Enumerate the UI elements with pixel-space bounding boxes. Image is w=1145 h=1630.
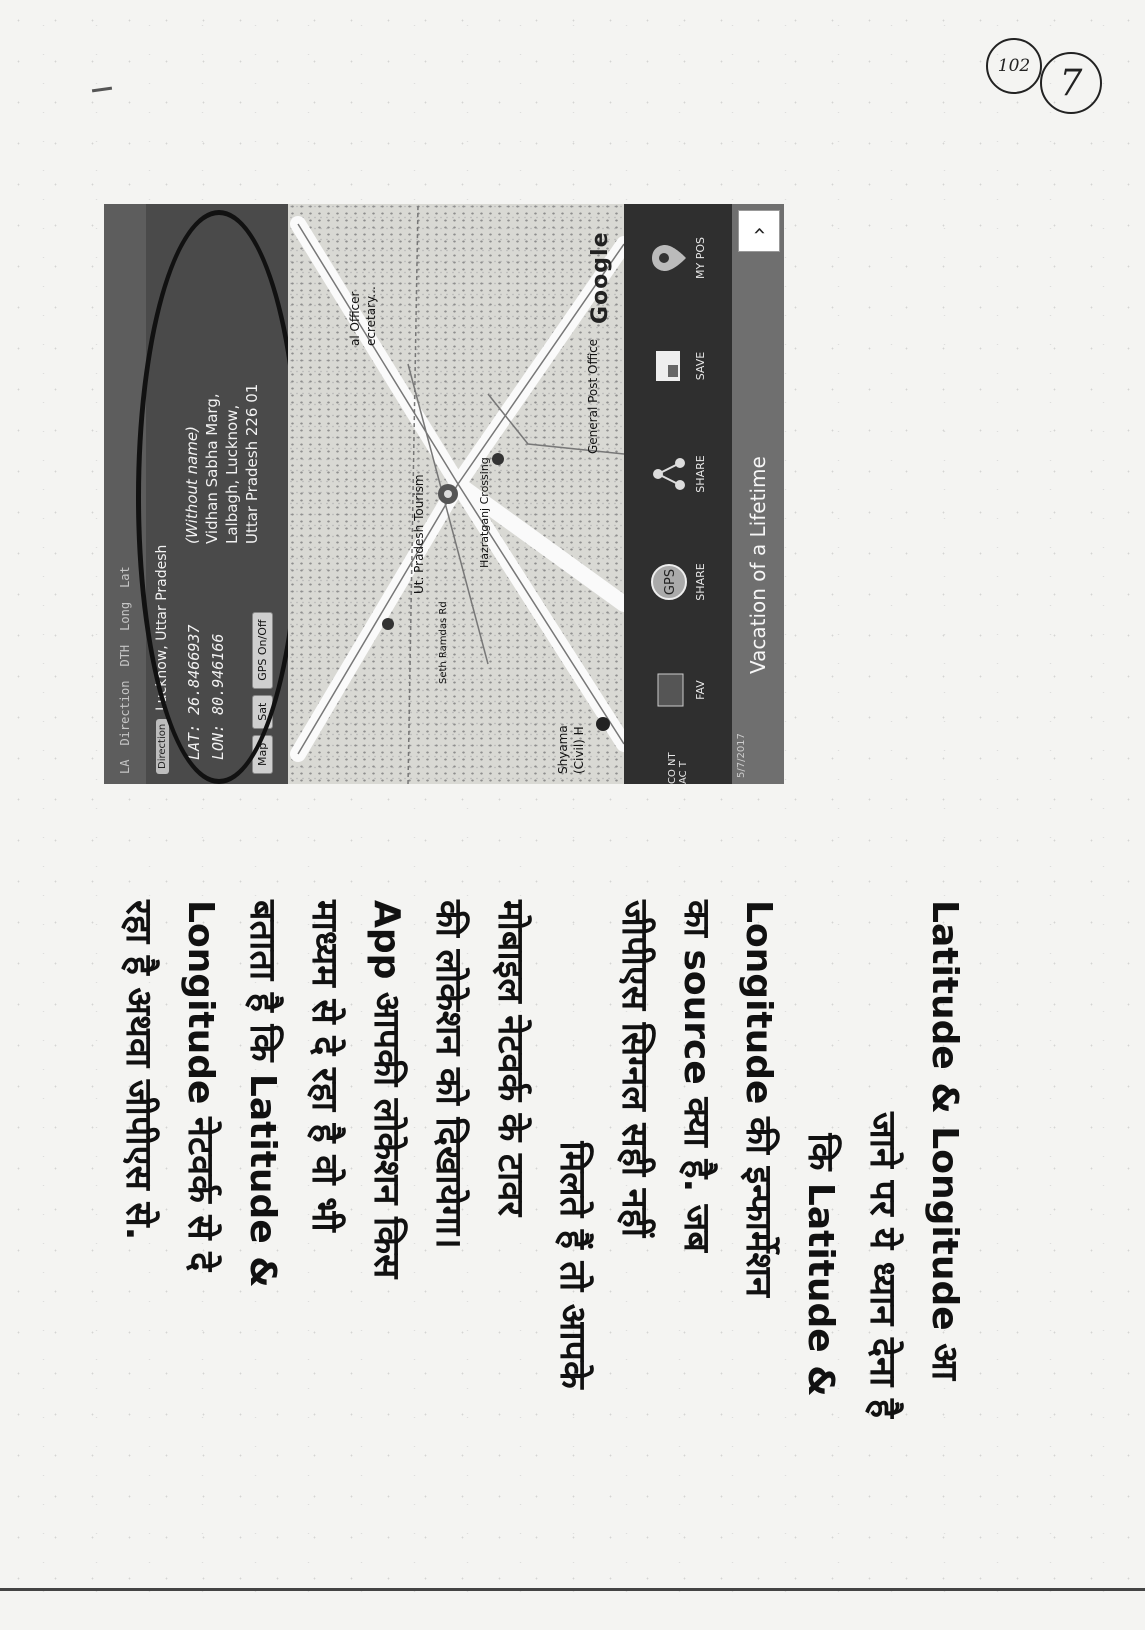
longitude-value: LON: 80.946166 <box>209 633 227 760</box>
fav-label: FAV <box>693 680 707 700</box>
hand-drawn-ellipse <box>136 210 302 784</box>
bottom-toolbar <box>624 204 732 784</box>
my-pos-label: MY POS <box>693 237 707 279</box>
page-number-first: 102 <box>997 56 1031 76</box>
topbar-item: Lat <box>118 566 132 588</box>
text-line: जाने पर ये ध्यान देना है <box>862 1112 903 1418</box>
save-button[interactable] <box>624 312 732 420</box>
gps-toggle-button[interactable]: GPS On/Off <box>252 612 273 689</box>
text-line: बताता है कि Latitude & <box>242 900 283 1288</box>
topbar-item: Direction <box>118 680 132 746</box>
sat-button[interactable]: Sat <box>252 695 273 729</box>
save-icon <box>650 347 688 385</box>
page-number-second: 7 <box>1059 62 1083 104</box>
share-label: SHARE <box>693 563 707 601</box>
map-label: Seth Ramdas Rd <box>438 601 449 684</box>
text-line: रहा है अथवा जीपीएस से. <box>118 900 159 1241</box>
page-number-circle <box>986 38 1042 94</box>
ad-banner[interactable] <box>732 204 784 784</box>
text-line: App आपकी लोकेशन किस <box>366 900 407 1279</box>
gps-icon-label: GPS <box>662 568 678 596</box>
text-line: Latitude & Longitude आ <box>924 900 965 1381</box>
text-line: माध्यम से दे रहा है वो भी <box>304 900 345 1232</box>
contact-button[interactable] <box>624 744 732 784</box>
google-logo: Google <box>588 231 613 324</box>
address-name: (Without name) <box>183 426 201 544</box>
address-line: Uttar Pradesh 226 01 <box>243 383 261 544</box>
hindi-note <box>95 900 975 1630</box>
topbar-item: LA <box>118 759 132 774</box>
map-label: (Civil) H <box>572 726 586 774</box>
map-pin-icon <box>650 239 688 277</box>
phone-screenshot <box>104 204 784 784</box>
page-number-circle-2 <box>1040 52 1102 114</box>
map-label: Ut. Pradesh Tourism <box>412 474 426 594</box>
folder-icon <box>650 671 688 709</box>
place-name: Lucknow, Uttar Pradesh <box>154 544 170 711</box>
map-label: General Post Office <box>586 338 600 454</box>
road-lines <box>288 204 624 784</box>
map-view[interactable] <box>288 204 624 784</box>
address-line: Lalbagh, Lucknow, <box>223 404 241 544</box>
chevron-right-icon[interactable]: › <box>738 210 780 252</box>
text-line: जीपीएस सिग्नल सही नहीं <box>614 900 655 1238</box>
address-line: Vidhan Sabha Marg, <box>203 393 221 544</box>
text-line: Longitude नेटवर्क से दे <box>180 900 221 1272</box>
save-label: SAVE <box>693 351 707 381</box>
map-button[interactable]: Map <box>252 735 273 774</box>
text-line: Longitude की इन्फार्मेशन <box>738 900 779 1297</box>
map-label: Shyama <box>556 725 570 774</box>
gps-icon <box>650 563 688 601</box>
banner-title: Vacation of a Lifetime <box>746 456 770 674</box>
text-line: मोबाइल नेटवर्क के टावर <box>490 900 531 1217</box>
direction-chip[interactable]: Direction <box>156 719 169 774</box>
contact-label: CO NT AC T <box>667 752 689 784</box>
share-icon <box>650 455 688 493</box>
text-line: कि Latitude & <box>800 1133 841 1397</box>
topbar-item: DTH <box>118 644 132 667</box>
topbar-item: Long <box>118 601 132 631</box>
text-line: मिलते हैं तो आपके <box>552 1141 593 1389</box>
map-label: al Officer <box>348 291 362 346</box>
bottom-rule <box>0 1588 1145 1591</box>
share-label: SHARE <box>693 455 707 493</box>
latitude-value: LAT: 26.8466937 <box>185 624 203 760</box>
my-pos-button[interactable] <box>624 204 732 312</box>
gps-share-button[interactable] <box>624 528 732 636</box>
map-label: ecretary... <box>364 286 378 346</box>
fav-button[interactable] <box>624 636 732 744</box>
stray-mark <box>92 87 112 93</box>
map-label: Hazratganj Crossing <box>478 457 491 568</box>
banner-date: 5/7/2017 <box>736 733 747 778</box>
text-line: की लोकेशन को दिखायेगा। <box>428 900 469 1249</box>
share-button[interactable] <box>624 420 732 528</box>
text-line: का source क्या है. जब <box>676 900 717 1252</box>
